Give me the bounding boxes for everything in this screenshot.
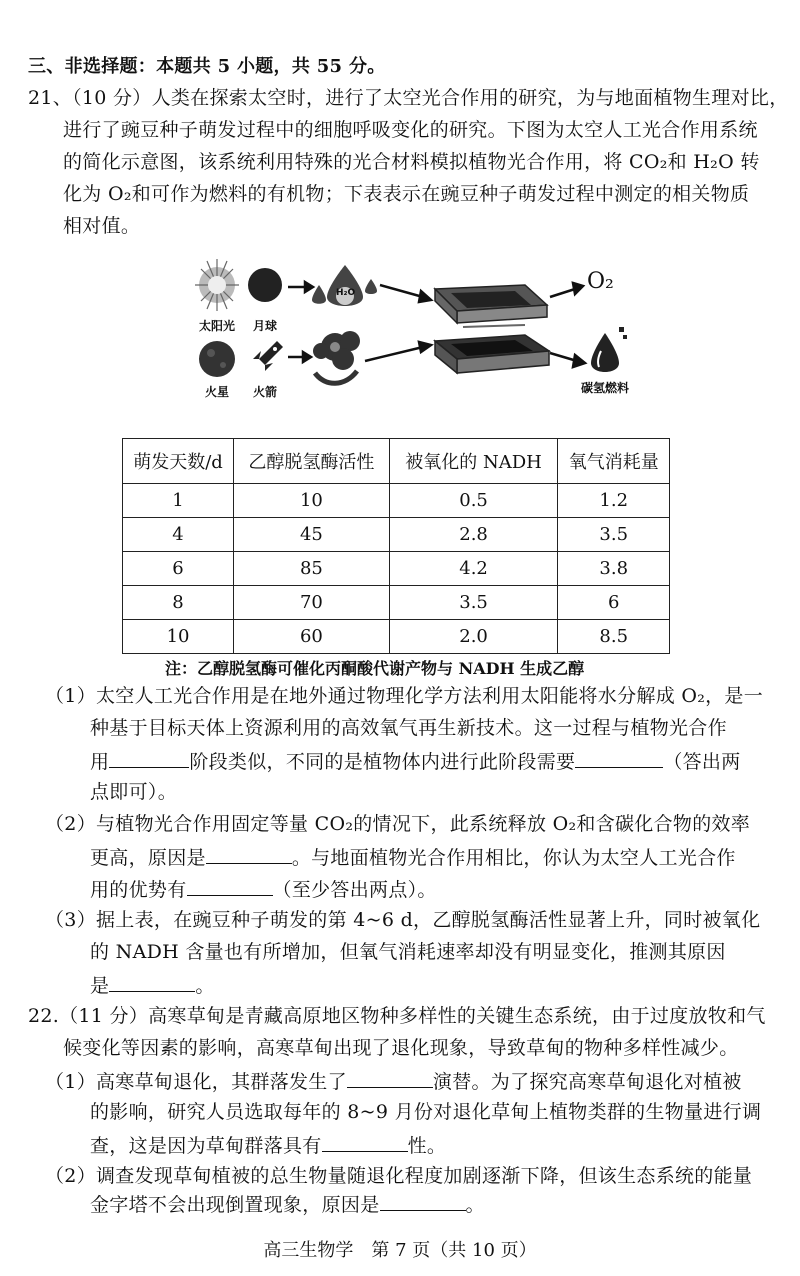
text: 。 [195, 975, 215, 997]
q21-sub2-line-3 [90, 877, 437, 901]
label-fuel: 碳氢燃料 [581, 381, 630, 395]
q21-sub1-line-4: 点即可）。 [90, 781, 178, 803]
q21-sub3-line-3 [90, 973, 215, 997]
table-cell: 8 [123, 586, 234, 620]
answer-blank[interactable] [187, 877, 273, 896]
q22-sub1-line-3 [90, 1133, 446, 1157]
section-header: 三、非选择题：本题共 5 小题，共 55 分。 [28, 56, 386, 77]
answer-blank[interactable] [347, 1069, 433, 1088]
text: 查，这是因为草甸群落具有 [90, 1135, 322, 1157]
arrow-icon [380, 285, 431, 302]
table-header-cell: 乙醇脱氢酶活性 [234, 439, 390, 484]
answer-blank[interactable] [206, 845, 292, 864]
text: （1）高寒草甸退化，其群落发生了 [45, 1071, 347, 1093]
q21-intro-line-5: 相对值。 [63, 215, 141, 237]
table-cell: 10 [123, 620, 234, 654]
q21-intro-line-2: 进行了豌豆种子萌发过程中的细胞呼吸变化的研究。下图为太空人工光合作用系统 [63, 119, 758, 141]
q22-line-1: 22.（11 分）高寒草甸是青藏高原地区物种多样性的关键生态系统，由于过度放牧和气 [28, 1005, 766, 1027]
answer-blank[interactable] [380, 1192, 466, 1211]
answer-blank[interactable] [575, 749, 663, 768]
label-h2o: H₂O [336, 288, 356, 298]
arrow-icon [288, 352, 311, 362]
text: 阶段类似，不同的是植物体内进行此阶段需要 [189, 751, 576, 773]
table-cell: 45 [234, 518, 390, 552]
q22-sub2-line-2 [90, 1192, 485, 1216]
table-cell: 10 [234, 484, 390, 518]
table-header-cell: 萌发天数/d [123, 439, 234, 484]
text: 。 [465, 1194, 485, 1216]
text: 更高，原因是 [90, 847, 206, 869]
table-cell: 0.5 [389, 484, 558, 518]
text: 演替。为了探究高寒草甸退化对植被 [432, 1071, 742, 1093]
q22-line-2: 候变化等因素的影响，高寒草甸出现了退化现象，导致草甸的物种多样性减少。 [63, 1037, 739, 1059]
text: 用的优势有 [90, 879, 187, 901]
table-cell: 6 [558, 586, 670, 620]
table-header-cell: 氧气消耗量 [558, 439, 670, 484]
page-footer: 高三生物学 第 7 页（共 10 页） [263, 1240, 537, 1261]
table-row [123, 484, 670, 518]
sun-icon [195, 259, 239, 311]
q21-sub2-line-2 [90, 845, 736, 869]
mars-icon [199, 341, 235, 377]
table-row [123, 620, 670, 654]
label-mars: 火星 [205, 385, 230, 399]
label-sun: 太阳光 [199, 319, 236, 333]
table-header-cell: 被氧化的 NADH [389, 439, 558, 484]
table-cell: 8.5 [558, 620, 670, 654]
label-o2: O₂ [587, 269, 614, 294]
table-cell: 2.8 [389, 518, 558, 552]
arrow-icon [550, 283, 585, 367]
q21-sub1-line-1: （1）太空人工光合作用是在地外通过物理化学方法利用太阳能将水分解成 O₂，是一 [45, 685, 764, 707]
q21-intro-line-1: 21、（10 分）人类在探索太空时，进行了太空光合作用的研究，为与地面植物生理对比， [28, 87, 789, 109]
table-cell: 1 [123, 484, 234, 518]
arrow-icon [288, 282, 313, 292]
co2-molecule-icon [313, 331, 360, 383]
q21-sub3-line-1: （3）据上表，在豌豆种子萌发的第 4~6 d，乙醇脱氢酶活性显著上升，同时被氧化 [45, 909, 761, 931]
answer-blank[interactable] [109, 973, 195, 992]
text: 用 [90, 751, 110, 773]
label-moon: 月球 [253, 319, 278, 333]
q21-sub2-line-1: （2）与植物光合作用固定等量 CO₂的情况下，此系统释放 O₂和含碳化合物的效率 [45, 813, 751, 835]
table-cell: 1.2 [558, 484, 670, 518]
text: 性。 [407, 1135, 447, 1157]
table-row [123, 586, 670, 620]
germination-data-table [122, 438, 670, 654]
text: 是 [90, 975, 110, 997]
arrow-icon [365, 342, 431, 361]
table-cell: 3.8 [558, 552, 670, 586]
table-row [123, 518, 670, 552]
q21-sub1-line-2: 种基于目标天体上资源利用的高效氧气再生新技术。这一过程与植物光合作 [90, 717, 727, 739]
text: 金字塔不会出现倒置现象，原因是 [90, 1194, 380, 1216]
moon-icon [248, 268, 282, 302]
q22-sub1-line-1 [45, 1069, 742, 1093]
answer-blank[interactable] [109, 749, 189, 768]
q21-sub3-line-2: 的 NADH 含量也有所增加，但氧气消耗速率却没有明显变化，推测其原因 [90, 941, 726, 963]
table-cell: 4 [123, 518, 234, 552]
table-cell: 4.2 [389, 552, 558, 586]
table-note: 注：乙醇脱氢酶可催化丙酮酸代谢产物与 NADH 生成乙醇 [165, 659, 585, 678]
photocatalytic-panel-icon [435, 285, 549, 373]
q22-sub1-line-2: 的影响，研究人员选取每年的 8~9 月份对退化草甸上植物类群的生物量进行调 [90, 1101, 762, 1123]
table-cell: 2.0 [389, 620, 558, 654]
table-header-row [123, 439, 670, 484]
table-cell: 3.5 [389, 586, 558, 620]
fuel-drop-icon [591, 327, 627, 372]
table-cell: 85 [234, 552, 390, 586]
artificial-photosynthesis-diagram [195, 255, 635, 415]
label-rocket: 火箭 [253, 385, 278, 399]
water-drop-icon [312, 265, 377, 306]
q21-intro-line-3: 的简化示意图，该系统利用特殊的光合材料模拟植物光合作用，将 CO₂和 H₂O 转 [63, 151, 760, 173]
table-cell: 6 [123, 552, 234, 586]
answer-blank[interactable] [322, 1133, 408, 1152]
table-cell: 60 [234, 620, 390, 654]
text: （答出两 [663, 751, 741, 773]
q21-intro-line-4: 化为 O₂和可作为燃料的有机物；下表表示在豌豆种子萌发过程中测定的相关物质 [63, 183, 750, 205]
q22-sub2-line-1: （2）调查发现草甸植被的总生物量随退化程度加剧逐渐下降，但该生态系统的能量 [45, 1165, 753, 1187]
table-row [123, 552, 670, 586]
text: （至少答出两点）。 [272, 879, 437, 901]
q21-sub1-line-3 [90, 749, 741, 773]
table-cell: 70 [234, 586, 390, 620]
rocket-icon [253, 341, 283, 371]
table-cell: 3.5 [558, 518, 670, 552]
text: 。与地面植物光合作用相比，你认为太空人工光合作 [291, 847, 736, 869]
